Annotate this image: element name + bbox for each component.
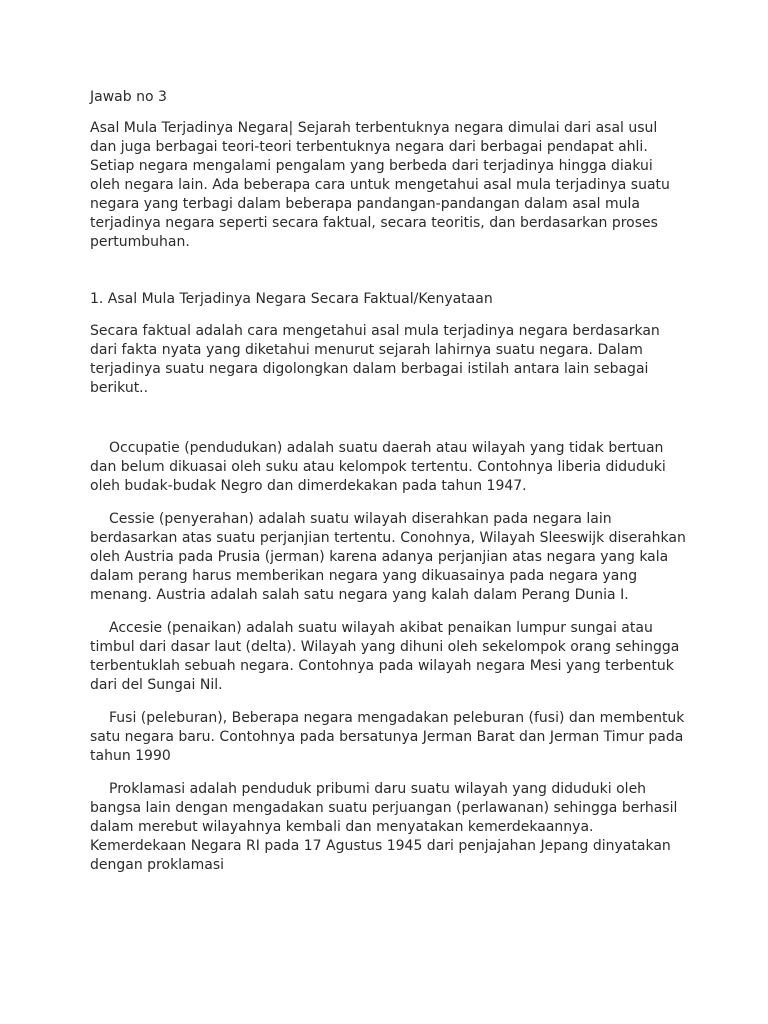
intro-paragraph: Asal Mula Terjadinya Negara| Sejarah terbentuknya negara dimulai dari asal usul dan juga berbagai teori-teori terbentuknya negara dari berbagai pendapat ahli. Setiap negara mengalami pengalam yang berbeda dari terjadinya hingga diakui oleh negara lain. Ada beberapa cara untuk mengetahui asal mula terjadinya suatu negara yang terbagi dalam beberapa pandangan-pandangan dalam asal mula terjadinya negara seperti secara faktual, secara teoritis, dan berdasarkan proses pertumbuhan. — [90, 120, 675, 250]
item-fusi: Fusi (peleburan), Beberapa negara mengadakan peleburan (fusi) dan membentuk satu negara baru. Contohnya pada bersatunya Jerman Barat dan Jerman Timur pada tahun 1990 — [90, 710, 689, 764]
section-title: 1. Asal Mula Terjadinya Negara Secara Faktual/Kenyataan — [90, 291, 493, 307]
answer-heading: Jawab no 3 — [90, 89, 167, 105]
document-body — [90, 88, 691, 889]
item-accesie: Accesie (penaikan) adalah suatu wilayah akibat penaikan lumpur sungai atau timbul dari dasar laut (delta). Wilayah yang dihuni oleh sekelompok orang sehingga terbentuklah sebuah negara. Contohnya pada wilayah negara Mesi yang terbentuk dari del Sungai Nil. — [90, 620, 684, 693]
item-proklamasi: Proklamasi adalah penduduk pribumi daru suatu wilayah yang diduduki oleh bangsa lain dengan mengadakan suatu perjuangan (perlawanan) sehingga berhasil dalam merebut wilayahnya kembali dan menyatakan kemerdekaannya. Kemerdekaan Negara RI pada 17 Agustus 1945 dari penjajahan Jepang dinyatakan dengan proklamasi — [90, 781, 682, 873]
item-occupatie: Occupatie (pendudukan) adalah suatu daerah atau wilayah yang tidak bertuan dan belum dikuasai oleh suku atau kelompok tertentu. Contohnya liberia diduduki oleh budak-budak Negro dan dimerdekakan pada tahun 1947. — [90, 440, 671, 494]
item-cessie: Cessie (penyerahan) adalah suatu wilayah diserahkan pada negara lain berdasarkan atas suatu perjanjian tertentu. Conohnya, Wilayah Sleeswijk diserahkan oleh Austria pada Prusia (jerman) karena adanya perjanjian atas negara yang kala dalam perang harus memberikan negara yang dikuasainya pada negara yang menang. Austria adalah salah satu negara yang kalah dalam Perang Dunia I. — [90, 511, 691, 603]
section-paragraph: Secara faktual adalah cara mengetahui asal mula terjadinya negara berdasarkan dari fakta nyata yang diketahui menurut sejarah lahirnya suatu negara. Dalam terjadinya suatu negara digolongkan dalam berbagai istilah antara lain sebagai berikut.. — [90, 323, 665, 396]
